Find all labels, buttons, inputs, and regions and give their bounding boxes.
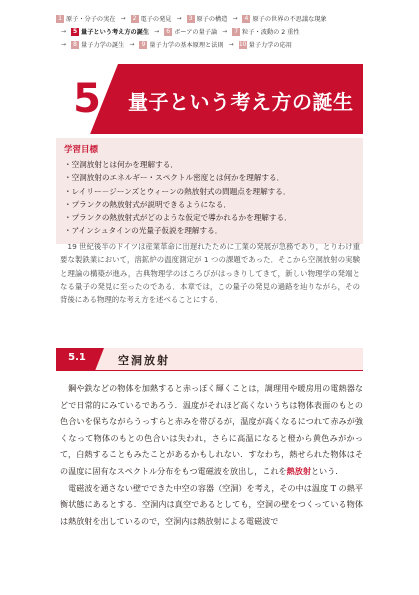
body-paragraph: [60, 380, 363, 480]
arrow-right-icon: →: [61, 41, 67, 48]
section-title: 空洞放射: [118, 354, 170, 367]
nav-num: 3: [187, 15, 195, 23]
nav-num: 10: [238, 40, 247, 48]
arrow-right-icon: →: [176, 15, 182, 22]
learning-goals-heading: 学習目標: [64, 145, 99, 155]
nav-item-ch6[interactable]: [164, 27, 217, 36]
body-text: 鋼や鉄などの物体を加熱すると赤っぽく輝くことは，調理用や暖房用の電熱器などで日常的にみているであろう．温度がそれほど高くないうちは物体表面のもとの色合いを保ちながらうっすらと赤みを帯びるが，温度が高くなるにつれて赤みが強くなって物体のもとの色合いは失われ，さらに高温になると橙から黄色みがかって，白熱することもみたことがあるかもしれない．すなわち，熱せられた物体はその温度に固有なスペクトル分布をもつ電磁波を放出し，これを: [60, 383, 363, 476]
nav-label: 量子力学の基本原理と法則: [149, 42, 224, 49]
nav-label: ボーアの量子論: [174, 29, 218, 36]
nav-label: 量子という考え方の誕生: [81, 29, 150, 36]
goal-item: ・空洞放射とは何かを理解する．: [64, 160, 178, 169]
chapter-intro-paragraph: 19 世紀後半のドイツは産業革命に出遅れたために工業の発展が急務であり，とりわけ重要な製鉄業において，溶鉱炉の温度測定が 1 つの課題であった．そこから空洞放射の実験と理論の構築が進み，古典物理学のほころびがはっきりしてきて，新しい物理学の発端となる量子の発見に至ったのである．本章では，この量子の発見の過路を辿りながら，その背後にある物理的な考え方を述べることにする．: [60, 242, 360, 305]
nav-num: 7: [232, 28, 240, 36]
nav-row-1: [56, 13, 368, 24]
nav-label: 原子の世界の不思議な現象: [252, 16, 327, 23]
arrow-right-icon: →: [129, 41, 135, 48]
nav-item-ch10[interactable]: [239, 40, 292, 49]
nav-label: 電子の発見: [140, 16, 172, 23]
arrow-right-icon: →: [232, 15, 238, 22]
learning-goals-box: [56, 138, 363, 244]
nav-num: 1: [56, 15, 64, 23]
nav-row-3: [56, 39, 368, 50]
nav-row-2: [56, 26, 368, 37]
goal-item: ・アインシュタインの光量子仮説を理解する．: [64, 226, 223, 236]
section-body: [60, 380, 363, 529]
chapter-navigation: [56, 13, 368, 52]
nav-item-ch3[interactable]: [187, 14, 228, 23]
arrow-right-icon: →: [154, 28, 160, 35]
body-paragraph: 電磁波を通さない壁でできた中空の容器（空洞）を考え，その中は温度 T の熱平衡状態にあるとする．空洞内は真空であるとしても，空洞の壁をつくっている物体は熱放射を出しているので，空洞内は熱放射による電磁波で: [60, 482, 363, 526]
nav-label: 粒子・波動の 2 重性: [242, 29, 300, 36]
body-text: という．: [310, 465, 344, 476]
nav-num: 6: [164, 28, 172, 36]
arrow-right-icon: →: [61, 28, 67, 35]
nav-label: 原子・分子の実在: [66, 16, 116, 23]
chapter-number: 5: [73, 76, 101, 122]
nav-num: 4: [242, 15, 250, 23]
key-term: 熱放射: [286, 465, 311, 476]
goal-item: ・プランクの熱放射式がどのような仮定で導かれるかを理解する．: [64, 213, 292, 223]
goal-item: ・プランクの熱放射式が説明できるようになる．: [64, 199, 231, 209]
nav-label: 原子の構造: [196, 16, 228, 23]
nav-label: 量子力学の応用: [248, 42, 292, 49]
nav-num: 5: [72, 27, 78, 35]
goal-item: ・レイリー－ジーンズとウィーンの熱放射式の問題点を理解する．: [64, 186, 291, 196]
nav-num: 2: [131, 15, 139, 23]
nav-item-ch4[interactable]: [242, 14, 326, 23]
section-number: 5.1: [68, 352, 86, 363]
nav-item-ch2[interactable]: [131, 14, 172, 23]
nav-item-ch7[interactable]: [232, 27, 299, 36]
goal-item: ・空洞放射のエネルギー・スペクトル密度とは何かを理解する．: [64, 173, 285, 183]
nav-item-ch9[interactable]: [139, 40, 223, 49]
nav-label: 量子力学の誕生: [81, 42, 125, 49]
chapter-title: 量子という考え方の誕生: [128, 90, 354, 114]
nav-num: 8: [71, 41, 79, 49]
nav-num: 9: [139, 41, 147, 49]
arrow-right-icon: →: [120, 15, 126, 22]
arrow-right-icon: →: [222, 28, 228, 35]
section-divider: [56, 370, 363, 371]
arrow-right-icon: →: [228, 41, 234, 48]
nav-item-ch8[interactable]: [71, 40, 124, 49]
nav-item-ch5-current[interactable]: [71, 27, 149, 36]
nav-item-ch1[interactable]: [56, 14, 116, 23]
